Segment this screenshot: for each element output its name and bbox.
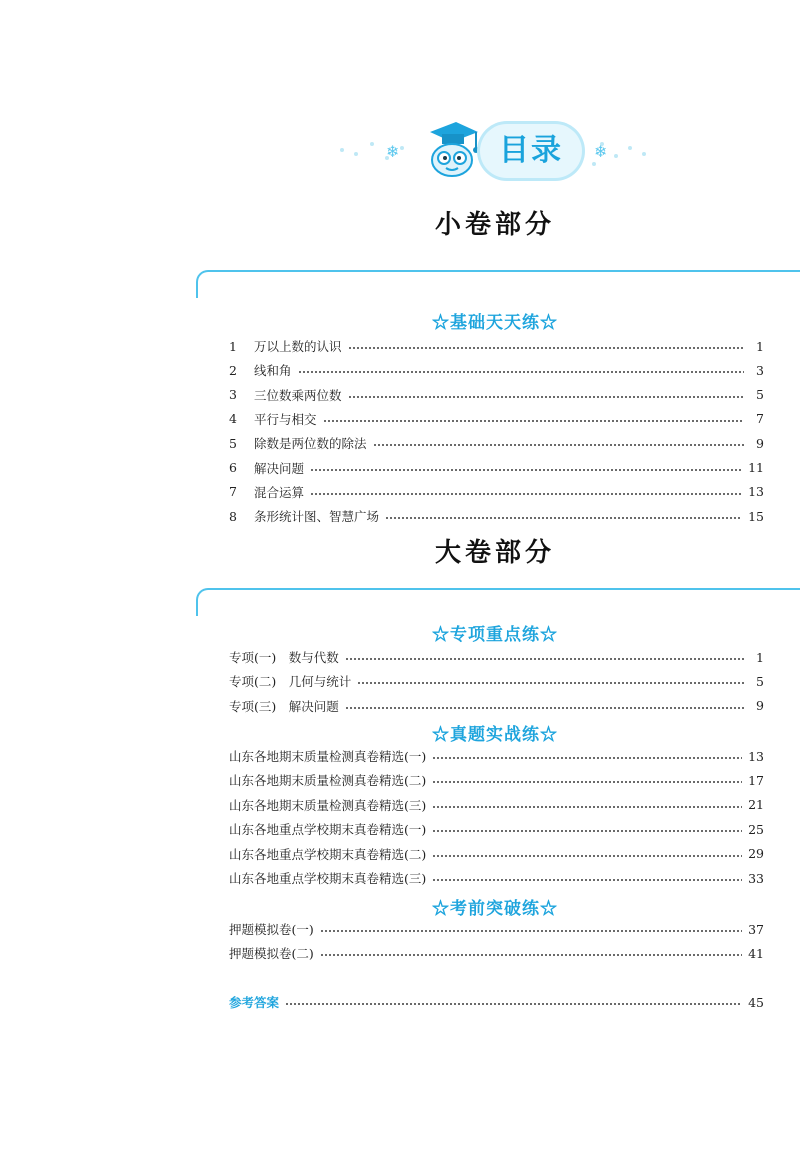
toc-entry-page: 11 bbox=[748, 460, 764, 475]
dot-leader bbox=[432, 855, 742, 857]
toc-entry-number: 7 bbox=[229, 484, 237, 500]
section-title-basic-practice: ☆基础天天练☆ bbox=[432, 313, 558, 333]
toc-entry[interactable] bbox=[229, 769, 764, 791]
dot-leader bbox=[432, 830, 742, 832]
toc-entry[interactable] bbox=[229, 867, 764, 889]
toc-entry-page: 21 bbox=[748, 797, 764, 813]
toc-entry-label: 专项(三) 解决问题 bbox=[229, 698, 339, 714]
toc-entry-number: 6 bbox=[229, 460, 237, 475]
dot-leader bbox=[348, 347, 744, 349]
toc-entry-page: 3 bbox=[756, 362, 764, 378]
toc-entry-answers[interactable] bbox=[229, 991, 764, 1013]
toc-entry-label: 专项(一) 数与代数 bbox=[229, 650, 339, 665]
toc-entry-label: 山东各地重点学校期末真卷精选(三) bbox=[229, 871, 427, 886]
dot-leader bbox=[432, 757, 742, 759]
mascot-graduation-cap-icon bbox=[416, 116, 482, 182]
dot-leader bbox=[432, 806, 742, 808]
dot-leader bbox=[323, 420, 744, 422]
toc-entry-label: 万以上数的认识 bbox=[254, 339, 342, 354]
toc-entry[interactable] bbox=[229, 646, 764, 668]
toc-entry-label: 专项(二) 几何与统计 bbox=[229, 674, 352, 690]
toc-entry[interactable] bbox=[229, 843, 764, 865]
toc-entry-page: 7 bbox=[756, 411, 764, 427]
toc-entry-page: 13 bbox=[748, 748, 764, 764]
toc-entry[interactable] bbox=[229, 745, 764, 767]
toc-entry-label: 山东各地重点学校期末真卷精选(二) bbox=[229, 846, 427, 862]
toc-entry-label: 除数是两位数的除法 bbox=[254, 436, 367, 452]
dot-leader bbox=[348, 396, 744, 398]
toc-entry[interactable] bbox=[229, 794, 764, 816]
toc-entry-number: 2 bbox=[229, 362, 237, 378]
toc-entry-page: 1 bbox=[756, 649, 764, 665]
section-title-real-exam-practice: ☆真题实战练☆ bbox=[432, 725, 558, 745]
toc-entry-label: 参考答案 bbox=[229, 995, 280, 1010]
dot-leader bbox=[310, 469, 742, 471]
dot-leader bbox=[320, 954, 742, 956]
toc-entry[interactable] bbox=[229, 457, 764, 479]
toc-entry-page: 41 bbox=[748, 945, 764, 961]
dot-leader bbox=[320, 930, 742, 932]
snowflake-icon: ❄ bbox=[594, 142, 608, 161]
toc-entry-page: 45 bbox=[748, 994, 764, 1010]
toc-entry-page: 29 bbox=[748, 846, 764, 862]
page-title: 目录 bbox=[499, 133, 563, 168]
toc-entry-page: 1 bbox=[756, 338, 764, 354]
toc-entry-label: 押题模拟卷(一) bbox=[229, 922, 314, 937]
dot-leader bbox=[385, 517, 742, 519]
toc-entry-label: 条形统计图、智慧广场 bbox=[254, 509, 380, 525]
toc-entry-number: 1 bbox=[229, 338, 237, 354]
toc-entry-label: 押题模拟卷(二) bbox=[229, 946, 314, 962]
dot-leader bbox=[432, 781, 742, 783]
toc-entry[interactable] bbox=[229, 481, 764, 503]
dot-leader bbox=[310, 493, 742, 495]
toc-entry-page: 9 bbox=[756, 435, 764, 451]
snowflake-icon: ❄ bbox=[386, 142, 400, 161]
section-title-special-practice: ☆专项重点练☆ bbox=[432, 625, 558, 645]
toc-entry-label: 解决问题 bbox=[254, 460, 305, 476]
toc-entry-label: 山东各地重点学校期末真卷精选(一) bbox=[229, 822, 427, 838]
toc-entry-page: 15 bbox=[748, 508, 764, 524]
dot-leader bbox=[432, 879, 742, 881]
toc-entry-label: 山东各地期末质量检测真卷精选(三) bbox=[229, 797, 427, 813]
section-box-border bbox=[196, 270, 800, 298]
toc-entry-page: 33 bbox=[748, 870, 764, 886]
title-cloud bbox=[480, 124, 582, 178]
toc-entry-number: 3 bbox=[229, 387, 237, 403]
toc-entry[interactable] bbox=[229, 695, 764, 717]
toc-entry-page: 37 bbox=[748, 921, 764, 937]
dot-leader bbox=[373, 444, 744, 446]
toc-entry-label: 混合运算 bbox=[254, 484, 305, 500]
toc-entry-label: 平行与相交 bbox=[254, 411, 317, 427]
toc-entry[interactable] bbox=[229, 505, 764, 527]
toc-entry[interactable] bbox=[229, 818, 764, 840]
toc-entry[interactable] bbox=[229, 670, 764, 692]
dot-leader bbox=[345, 658, 744, 660]
toc-entry-page: 5 bbox=[756, 673, 764, 689]
dot-leader bbox=[345, 707, 744, 709]
toc-entry[interactable] bbox=[229, 918, 764, 940]
toc-entry-page: 13 bbox=[748, 484, 764, 500]
toc-entry-page: 25 bbox=[748, 821, 764, 837]
toc-entry-number: 4 bbox=[229, 411, 237, 427]
toc-entry-page: 17 bbox=[748, 772, 764, 788]
part-title-large-volume: 大卷部分 bbox=[434, 538, 555, 568]
toc-entry-page: 5 bbox=[756, 387, 764, 403]
part-title-small-volume: 小卷部分 bbox=[434, 210, 555, 240]
section-box-border bbox=[196, 588, 800, 616]
dot-leader bbox=[298, 371, 744, 373]
toc-entry-number: 5 bbox=[229, 435, 237, 451]
toc-entry-number: 8 bbox=[229, 508, 237, 524]
toc-entry[interactable] bbox=[229, 335, 764, 357]
toc-entry[interactable] bbox=[229, 384, 764, 406]
toc-entry[interactable] bbox=[229, 942, 764, 964]
dot-leader bbox=[357, 682, 744, 684]
dot-leader bbox=[285, 1003, 742, 1005]
toc-entry-page: 9 bbox=[756, 698, 764, 714]
toc-entry-label: 线和角 bbox=[254, 363, 292, 379]
toc-banner bbox=[330, 112, 650, 192]
toc-entry-label: 三位数乘两位数 bbox=[254, 387, 342, 403]
toc-entry-label: 山东各地期末质量检测真卷精选(二) bbox=[229, 773, 427, 789]
toc-entry[interactable] bbox=[229, 432, 764, 454]
toc-entry[interactable] bbox=[229, 359, 764, 381]
section-title-pre-exam-practice: ☆考前突破练☆ bbox=[432, 899, 558, 919]
toc-entry[interactable] bbox=[229, 408, 764, 430]
toc-entry-label: 山东各地期末质量检测真卷精选(一) bbox=[229, 749, 427, 764]
